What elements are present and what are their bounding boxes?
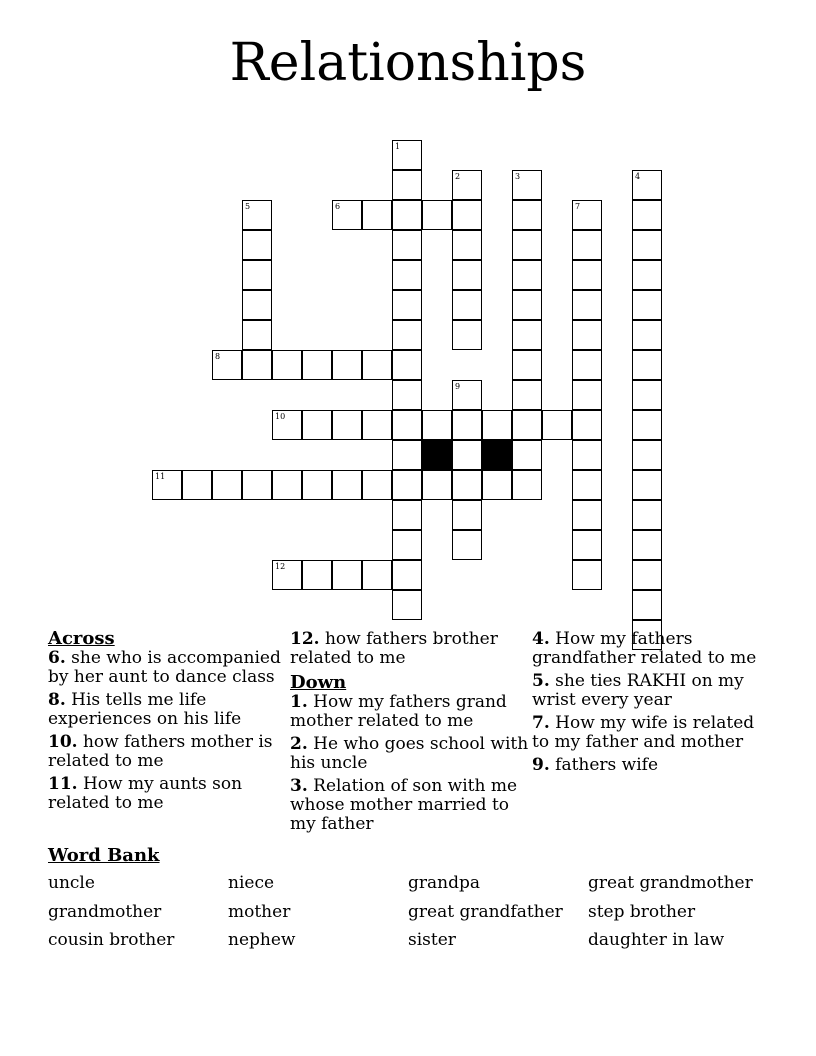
grid-cell[interactable]	[332, 470, 362, 500]
grid-cell[interactable]	[332, 200, 362, 230]
black-cell	[482, 440, 512, 470]
grid-cell[interactable]	[632, 380, 662, 410]
grid-cell[interactable]	[392, 200, 422, 230]
grid-cell[interactable]	[422, 200, 452, 230]
grid-cell[interactable]	[302, 410, 332, 440]
grid-cell[interactable]	[392, 140, 422, 170]
clue-number: 11	[155, 472, 166, 481]
grid-cell[interactable]	[512, 200, 542, 230]
grid-cell[interactable]	[512, 380, 542, 410]
grid-cell[interactable]	[632, 350, 662, 380]
grid-cell[interactable]	[302, 350, 332, 380]
word-bank-item: grandpa	[408, 873, 480, 893]
clue-number: 3	[515, 172, 521, 181]
grid-cell[interactable]	[452, 230, 482, 260]
word-bank-item: great grandmother	[588, 873, 753, 893]
grid-cell[interactable]	[572, 200, 602, 230]
grid-cell[interactable]	[452, 260, 482, 290]
grid-cell[interactable]	[392, 470, 422, 500]
grid-cell[interactable]	[332, 350, 362, 380]
grid-cell[interactable]	[272, 350, 302, 380]
word-bank-title: Word Bank	[48, 845, 160, 866]
grid-cell[interactable]	[272, 410, 302, 440]
word-bank-item: great grandfather	[408, 901, 563, 922]
grid-cell[interactable]	[392, 380, 422, 410]
grid-cell[interactable]	[272, 470, 302, 500]
black-cell	[422, 440, 452, 470]
grid-cell[interactable]	[362, 410, 392, 440]
puzzle-title: Relationships	[229, 33, 587, 93]
grid-cell[interactable]	[452, 470, 482, 500]
word-bank-item: sister	[408, 930, 456, 950]
clue-down-7: 7. How my wife is related to my father and mother	[532, 713, 755, 752]
grid-cell[interactable]	[362, 200, 392, 230]
grid-cell[interactable]	[392, 560, 422, 590]
clue-column-3	[532, 628, 774, 779]
clue-number: 10	[275, 412, 286, 421]
clue-down-9: 9. fathers wife	[532, 755, 659, 775]
grid-cell[interactable]	[452, 380, 482, 410]
grid-cell[interactable]	[482, 410, 512, 440]
word-bank-item: nephew	[228, 930, 296, 950]
down-heading: Down	[290, 672, 347, 693]
clue-across-11: 11. How my aunts son related to me	[48, 774, 243, 813]
grid-cell[interactable]	[452, 530, 482, 560]
grid-cell[interactable]	[572, 560, 602, 590]
word-bank-item: cousin brother	[48, 930, 175, 950]
grid-cell[interactable]	[422, 470, 452, 500]
grid-cell[interactable]	[452, 440, 482, 470]
grid-cell[interactable]	[392, 500, 422, 530]
grid-cell[interactable]	[512, 290, 542, 320]
grid-cell[interactable]	[452, 320, 482, 350]
grid-cell[interactable]	[632, 290, 662, 320]
clue-down-1: 1. How my fathers grand mother related to me	[290, 692, 507, 731]
clue-number: 7	[575, 202, 581, 211]
grid-cell[interactable]	[242, 200, 272, 230]
clue-column-2	[290, 628, 532, 838]
clue-number: 4	[635, 172, 641, 181]
grid-cell[interactable]	[632, 260, 662, 290]
grid-cell[interactable]	[272, 560, 302, 590]
clue-across-6: 6. she who is accompanied by her aunt to dance class	[48, 648, 281, 687]
word-bank-item: grandmother	[48, 901, 162, 922]
grid-cell[interactable]	[572, 470, 602, 500]
grid-cell[interactable]	[392, 350, 422, 380]
grid-cell[interactable]	[392, 410, 422, 440]
grid-cell[interactable]	[512, 470, 542, 500]
clue-number: 12	[275, 562, 286, 571]
grid-cell[interactable]	[212, 350, 242, 380]
grid-cell[interactable]	[512, 230, 542, 260]
grid-cell[interactable]	[242, 230, 272, 260]
grid-cell[interactable]	[632, 200, 662, 230]
grid-cell[interactable]	[452, 170, 482, 200]
grid-cell[interactable]	[572, 380, 602, 410]
clue-across-12: 12. how fathers brother related to me	[290, 629, 498, 668]
grid-cell[interactable]	[512, 320, 542, 350]
grid-cell[interactable]	[512, 440, 542, 470]
clue-number: 1	[395, 142, 401, 151]
clue-across-8: 8. His tells me life experiences on his life	[48, 690, 242, 729]
grid-cell[interactable]	[392, 590, 422, 620]
grid-cell[interactable]	[452, 410, 482, 440]
word-bank-item: daughter in law	[588, 930, 725, 950]
grid-cell[interactable]	[632, 230, 662, 260]
grid-cell[interactable]	[512, 350, 542, 380]
word-bank-item: uncle	[48, 873, 95, 893]
clue-down-5: 5. she ties RAKHI on my wrist every year	[532, 671, 744, 710]
clue-down-4: 4. How my fathers grandfather related to me	[532, 629, 757, 668]
grid-cell[interactable]	[182, 470, 212, 500]
grid-cell[interactable]	[452, 500, 482, 530]
clue-number: 2	[455, 172, 461, 181]
grid-cell[interactable]	[392, 170, 422, 200]
clue-number: 6	[335, 202, 341, 211]
grid-cell[interactable]	[242, 290, 272, 320]
grid-cell[interactable]	[632, 500, 662, 530]
grid-cell[interactable]	[632, 470, 662, 500]
grid-cell[interactable]	[452, 200, 482, 230]
grid-cell[interactable]	[362, 560, 392, 590]
clue-column-1	[48, 628, 290, 817]
clue-down-2: 2. He who goes school with his uncle	[290, 734, 529, 773]
grid-cell[interactable]	[632, 590, 662, 620]
grid-cell[interactable]	[242, 320, 272, 350]
grid-cell[interactable]	[632, 440, 662, 470]
grid-cell[interactable]	[482, 470, 512, 500]
grid-cell[interactable]	[242, 350, 272, 380]
grid-cell[interactable]	[632, 410, 662, 440]
grid-cell[interactable]	[392, 320, 422, 350]
grid-cell[interactable]	[572, 500, 602, 530]
grid-cell[interactable]	[392, 260, 422, 290]
grid-cell[interactable]	[392, 290, 422, 320]
grid-cell[interactable]	[392, 440, 422, 470]
clue-number: 8	[215, 352, 221, 361]
grid-cell[interactable]	[332, 560, 362, 590]
across-heading: Across	[48, 628, 115, 649]
grid-cell[interactable]	[302, 470, 332, 500]
grid-cell[interactable]	[332, 410, 362, 440]
word-bank-item: mother	[228, 901, 291, 922]
grid-cell[interactable]	[392, 530, 422, 560]
grid-cell[interactable]	[572, 530, 602, 560]
grid-cell[interactable]	[362, 470, 392, 500]
clue-down-3: 3. Relation of son with me whose mother married to my father	[290, 776, 518, 834]
grid-cell[interactable]	[242, 260, 272, 290]
grid-cell[interactable]	[422, 410, 452, 440]
word-bank-item: niece	[228, 873, 275, 893]
grid-cell[interactable]	[572, 290, 602, 320]
grid-cell[interactable]	[632, 530, 662, 560]
grid-cell[interactable]	[572, 440, 602, 470]
clue-number: 5	[245, 202, 251, 211]
grid-cell[interactable]	[572, 260, 602, 290]
grid-cell[interactable]	[632, 170, 662, 200]
grid-cell[interactable]	[452, 290, 482, 320]
grid-cell[interactable]	[392, 230, 422, 260]
grid-cell[interactable]	[632, 560, 662, 590]
grid-cell[interactable]	[212, 470, 242, 500]
grid-cell[interactable]	[632, 320, 662, 350]
grid-cell[interactable]	[302, 560, 332, 590]
grid-cell[interactable]	[512, 170, 542, 200]
grid-cell[interactable]	[362, 350, 392, 380]
grid-cell[interactable]	[572, 410, 602, 440]
clue-across-10: 10. how fathers mother is related to me	[48, 732, 273, 771]
grid-cell[interactable]	[542, 410, 572, 440]
grid-cell[interactable]	[242, 470, 272, 500]
grid-cell[interactable]	[152, 470, 182, 500]
grid-cell[interactable]	[512, 410, 542, 440]
word-bank-item: step brother	[588, 901, 696, 922]
grid-cell[interactable]	[572, 320, 602, 350]
grid-cell[interactable]	[572, 350, 602, 380]
grid-cell[interactable]	[572, 230, 602, 260]
grid-cell[interactable]	[512, 260, 542, 290]
clue-number: 9	[455, 382, 461, 391]
